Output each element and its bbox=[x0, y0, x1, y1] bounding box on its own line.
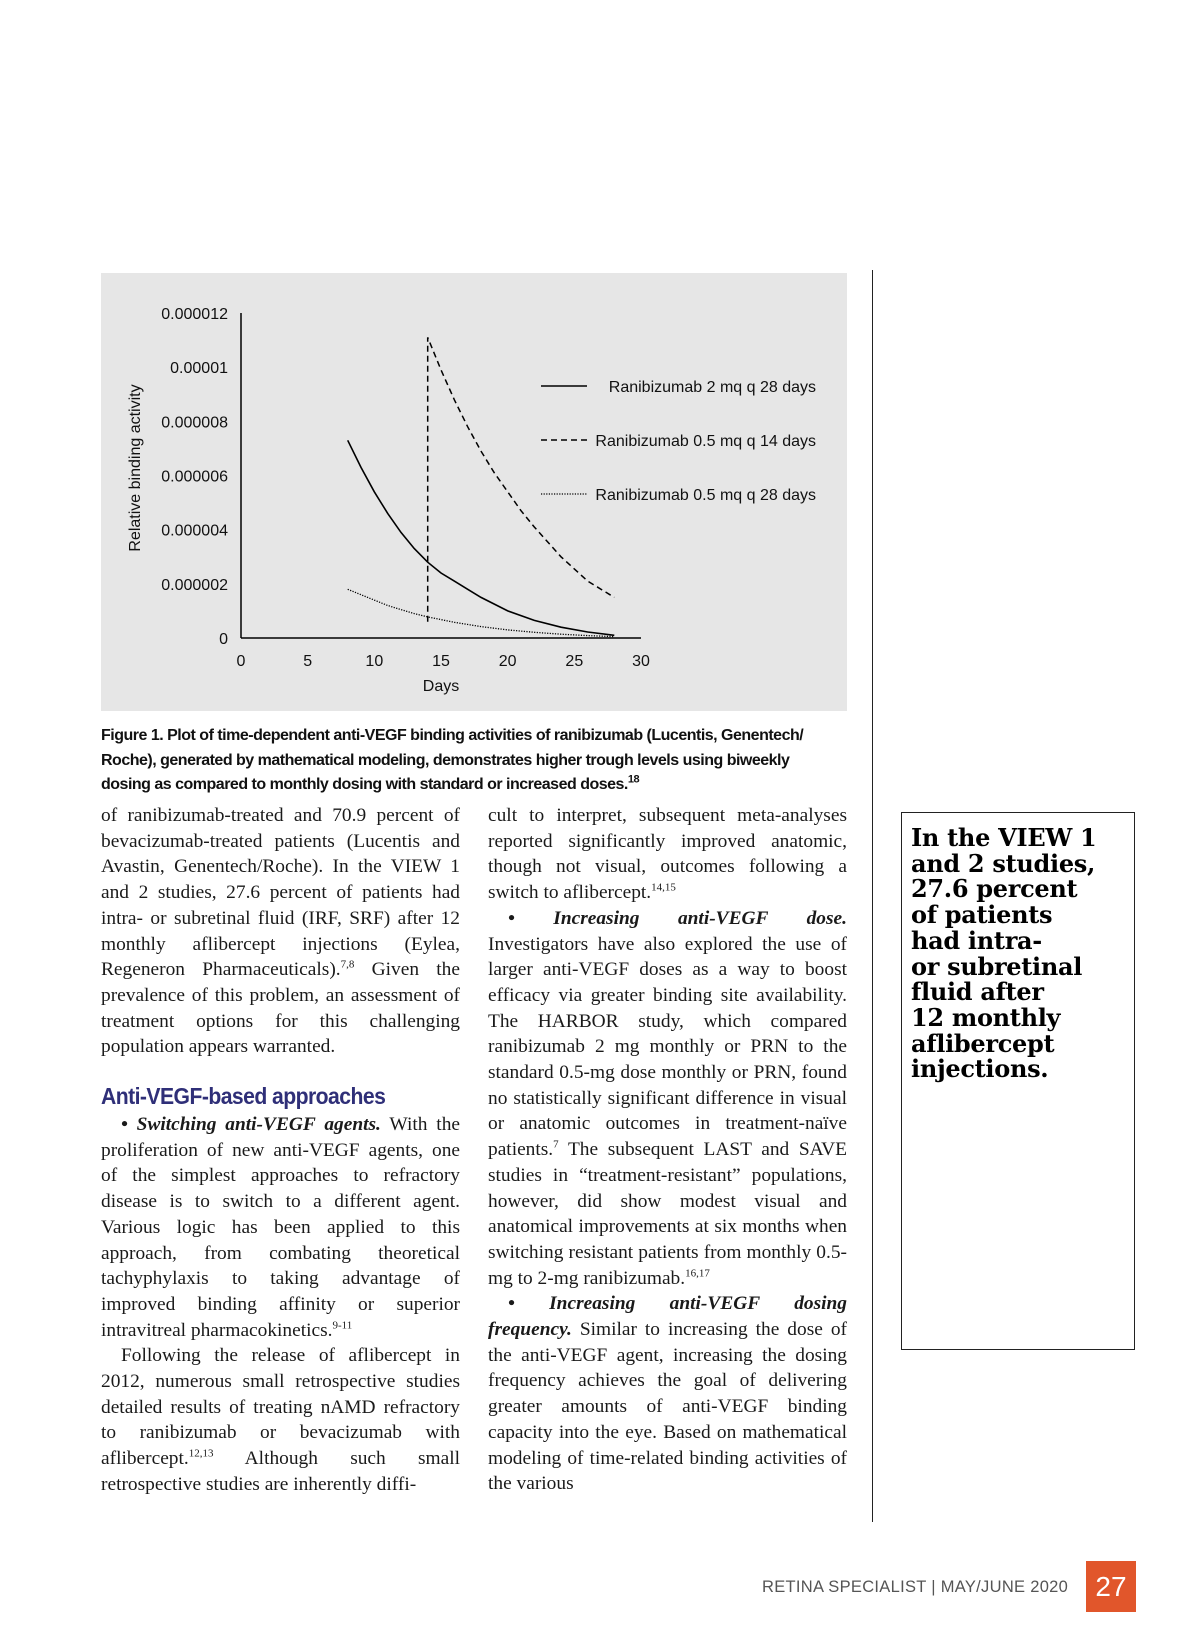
journal-name: RETINA SPECIALIST bbox=[762, 1578, 927, 1596]
ref-12-13: 12,13 bbox=[188, 1447, 214, 1460]
binding-activity-chart bbox=[101, 273, 847, 711]
pull-quote-text bbox=[911, 825, 1126, 1082]
bullet-switching-text: With the proliferation of new anti-VEGF agents, one of the simplest approaches to refractory disease is to switch to a different agent. Various logic has been applied to this approach, from combating theoretical tachyphylaxis to taking advantage of improved binding affinity or superior intravitreal pharmacokinetics. bbox=[101, 1114, 460, 1341]
section-heading: Anti-VEGF-based approaches bbox=[101, 1083, 386, 1110]
caption-ref: 18 bbox=[627, 773, 640, 786]
ref-16-17: 16,17 bbox=[685, 1267, 710, 1280]
bullet-frequency-head: • Increasing anti-VEGF dosing frequency. bbox=[488, 1293, 847, 1341]
legend-label: Ranibizumab 2 mq q 28 days bbox=[608, 379, 816, 396]
paragraph-2-part-a: Following the release of aflibercept in 2012, numerous small retrospective studies detailed results of treating nAMD refractory to ranibizumab or bevacizumab with aflibercept. bbox=[101, 1345, 460, 1470]
ref-7-8: 7,8 bbox=[340, 958, 355, 971]
y-tick-label: 0.000006 bbox=[161, 468, 228, 486]
figure-1 bbox=[101, 273, 847, 711]
paragraph-2-part-b: Although such small retrospective studies are inherently diffi- bbox=[101, 1448, 460, 1495]
y-tick-label: 0 bbox=[219, 631, 228, 648]
ref-7: 7 bbox=[553, 1138, 559, 1151]
pull-quote-line: 27.6 percent bbox=[911, 874, 1078, 904]
text-column-2 bbox=[488, 803, 847, 1497]
pull-quote-line: of patients bbox=[911, 900, 1053, 930]
pull-quote-line: and 2 studies, bbox=[911, 848, 1096, 878]
page-number: 27 bbox=[1086, 1561, 1136, 1612]
running-footer bbox=[762, 1578, 1082, 1597]
x-tick-label: 30 bbox=[632, 653, 650, 670]
paragraph-1-part-b: Given the prevalence of this problem, an assessment of treatment options for this challenging population appears warranted. bbox=[101, 959, 460, 1058]
pull-quote-line: or subretinal bbox=[911, 951, 1083, 981]
y-tick-label: 0.00001 bbox=[170, 360, 228, 378]
series-line-2 bbox=[428, 337, 615, 621]
bullet-frequency-text: Similar to increasing the dose of the anti-VEGF agent, increasing the dosing frequency achieves the goal of delivering greater amounts of anti-VEGF binding capacity into the eye. Based on mathematical modeling of time-related binding activities of the various bbox=[488, 1319, 847, 1495]
bullet-switching bbox=[101, 1112, 460, 1343]
series-line-1 bbox=[348, 440, 615, 635]
y-tick-label: 0.000008 bbox=[161, 414, 228, 432]
y-tick-label: 0.000002 bbox=[161, 576, 228, 594]
y-axis-label: Relative binding activity bbox=[127, 384, 144, 552]
x-axis-label: Days bbox=[422, 678, 460, 695]
y-tick-label: 0.000004 bbox=[161, 522, 228, 540]
pull-quote-line: injections. bbox=[911, 1054, 1049, 1084]
paragraph-2 bbox=[101, 1343, 460, 1497]
issue-date: MAY/JUNE 2020 bbox=[940, 1578, 1069, 1596]
bullet-dose-text-b: The subsequent LAST and SAVE studies in “treatment-resistant” populations, however, did show modest visual and anatomical improvements at six months when switching resistant patients from monthly 0.5-mg to 2-mg ranibizumab. bbox=[488, 1139, 847, 1289]
bullet-dose-text-a: Investigators have also explored the use of larger anti-VEGF doses as a way to boost efficacy via greater binding site availability. The HARBOR study, which compared ranibizumab 2 mg monthly or PRN to the standard 0.5-mg dose monthly or PRN, found no statistically significant difference in visual or anatomic outcomes in treatment-naïve patients. bbox=[488, 933, 847, 1161]
footer-separator: | bbox=[931, 1578, 936, 1596]
x-tick-label: 5 bbox=[303, 653, 313, 670]
paragraph-1 bbox=[101, 803, 460, 1060]
x-tick-label: 20 bbox=[498, 653, 517, 670]
legend-label: Ranibizumab 0.5 mq q 28 days bbox=[595, 487, 816, 504]
legend-label: Ranibizumab 0.5 mq q 14 days bbox=[595, 433, 816, 450]
x-tick-label: 15 bbox=[432, 653, 450, 670]
ref-9-11: 9-11 bbox=[332, 1319, 353, 1332]
pull-quote-line: 12 monthly bbox=[911, 1002, 1061, 1032]
ref-14-15: 14,15 bbox=[651, 881, 676, 894]
text-column-1 bbox=[101, 803, 460, 1498]
pull-quote-line: aflibercept bbox=[911, 1028, 1055, 1058]
paragraph-3-text: cult to interpret, subsequent meta-analyses reported significantly improved anatomic, though not visual, outcomes following a switch to aflibercept. bbox=[488, 805, 847, 904]
bullet-frequency bbox=[488, 1291, 847, 1497]
bullet-dose-head: • Increasing anti-VEGF dose. bbox=[508, 907, 847, 929]
bullet-dose bbox=[488, 906, 847, 1292]
column-divider bbox=[872, 270, 873, 1522]
paragraph-3 bbox=[488, 803, 847, 906]
pull-quote-line: In the VIEW 1 bbox=[911, 823, 1097, 852]
paragraph-1-part-a: of ranibizumab-treated and 70.9 percent of bevacizumab-treated patients (Lucentis and Avastin, Genentech/Roche). In the VIEW 1 and 2 studies, 27.6 percent of patients had intra- or subretinal fluid (IRF, SRF) after 12 monthly aflibercept injections (Eylea, Regeneron Pharmaceuticals). bbox=[101, 805, 460, 981]
y-tick-label: 0.000012 bbox=[161, 306, 228, 323]
pull-quote-line: fluid after bbox=[911, 977, 1044, 1007]
pull-quote bbox=[901, 812, 1135, 1350]
figure-caption bbox=[101, 724, 841, 798]
bullet-switching-head: • Switching anti-VEGF agents. bbox=[121, 1114, 381, 1136]
pull-quote-line: had intra- bbox=[911, 925, 1042, 955]
x-tick-label: 0 bbox=[236, 653, 246, 670]
caption-text: Figure 1. Plot of time-dependent anti-VEGF binding activities of ranibizumab (Lucentis, Genentech/ Roche), generated by mathematical modeling, demonstrates higher trough levels using biweekly dosing as compared to monthly dosing with standard or increased doses. bbox=[101, 727, 804, 793]
x-tick-label: 10 bbox=[365, 653, 384, 670]
x-tick-label: 25 bbox=[565, 653, 584, 670]
